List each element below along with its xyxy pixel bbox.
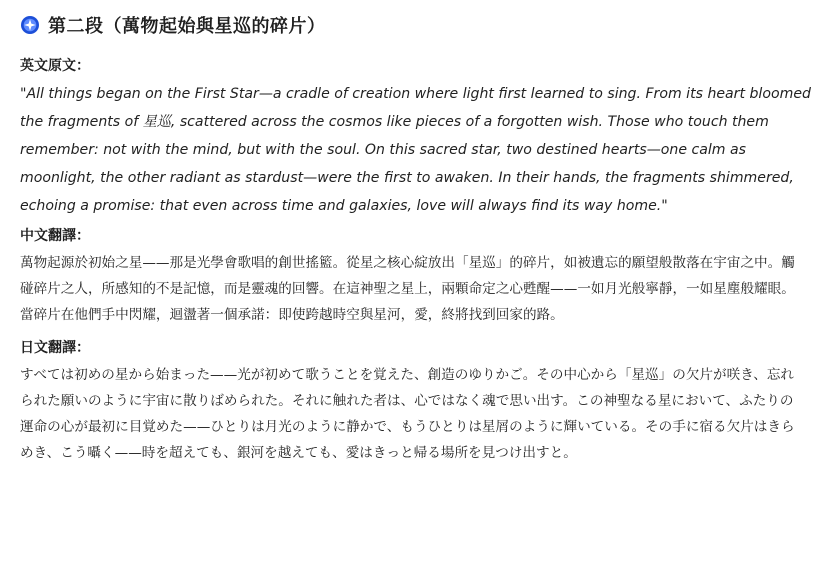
english-original-section (20, 56, 812, 220)
section-title: 第二段（萬物起始與星巡的碎片） (48, 16, 326, 37)
japanese-translation-section (20, 338, 812, 466)
sparkle-badge-icon (20, 15, 40, 35)
chinese-translation-text: 萬物起源於初始之星——那是光學會歌唱的創世搖籃。從星之核心綻放出「星巡」的碎片，如被遺忘的願望般散落在宇宙之中。觸碰碎片之人，所感知的不是記憶，而是靈魂的回響。在這神聖之星上，兩顆命定之心甦醒——一如月光般寧靜，一如星塵般耀眼。當碎片在他們手中閃耀，迴盪著一個承諾：即使跨越時空與星河，愛，終將找到回家的路。 (20, 255, 795, 323)
japanese-translation-text: すべては初めの星から始まった——光が初めて歌うことを覚えた、創造のゆりかご。その中心から「星巡」の欠片が咲き、忘れられた願いのように宇宙に散りばめられた。それに触れた者は、心ではなく魂で思い出す。この神聖なる星において、ふたりの運命の心が最初に目覚めた——ひとりは月光のように静かで、もうひとりは星屑のように輝いている。その手に宿る欠片はきらめき、こう囁く——時を超えても、銀河を越えても、愛はきっと帰る場所を見つけ出すと。 (20, 367, 795, 461)
english-original-label: 英文原文： (20, 58, 90, 74)
chinese-translation-section (20, 226, 812, 328)
section-heading (20, 10, 812, 40)
chinese-translation-label: 中文翻譯： (20, 228, 90, 244)
japanese-translation-label: 日文翻譯： (20, 340, 90, 356)
english-original-text: "All things began on the First Star—a cradle of creation where light first learned to sing. From its heart bloomed the fragments of 星巡, scattered across the cosmos like pieces of a forgotten wish. Those who touch them remember: not with the mind, but with the soul. On this sacred star, two destined hearts—one calm as moonlight, the other radiant as stardust—were the first to awaken. In their hands, the fragments shimmered, echoing a promise: that even across time and galaxies, love will always find its way home." (20, 86, 811, 214)
